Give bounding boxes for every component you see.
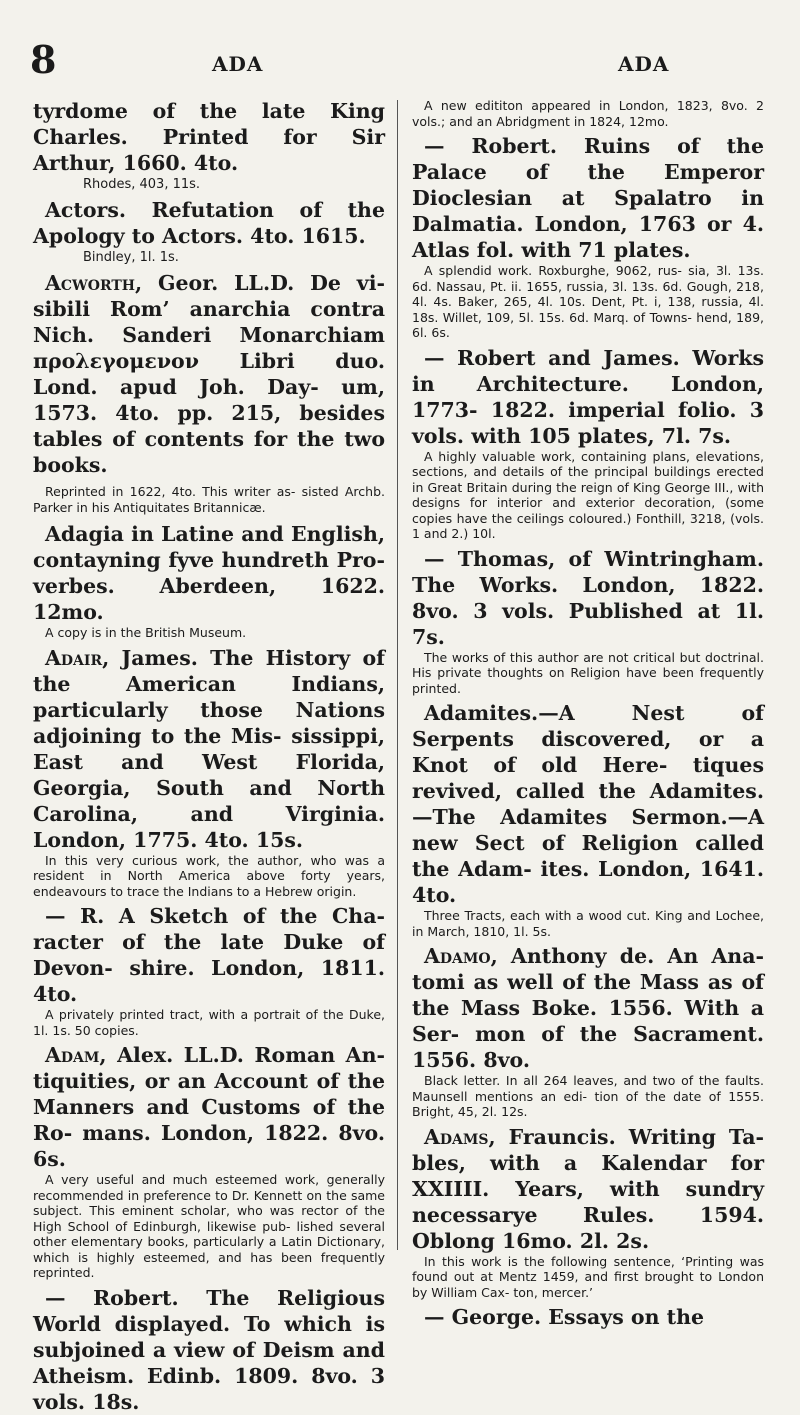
sale-record: Bindley, 1l. 1s.	[83, 250, 179, 265]
author-name: Adamo,	[424, 944, 498, 968]
entry-note: Three Tracts, each with a wood cut. King and Lochee, in March, 1810, 1l. 5s.	[412, 908, 764, 939]
entry-text: Adam, Alex. LL.D. Roman An- tiquities, or an Account of the Manners and Customs of the Ro- mans. London, 1822. 8vo. 6s.	[33, 1043, 385, 1171]
right-column	[412, 98, 764, 1330]
entry-note: Reprinted in 1622, 4to. This writer as- sisted Archb. Parker in his Antiquitates Britannicæ.	[33, 484, 385, 515]
author-name: Acworth,	[45, 271, 143, 295]
running-head-right: ADA	[618, 52, 670, 76]
entry-note: A copy is in the British Museum.	[45, 625, 247, 640]
entry-note: A new edititon appeared in London, 1823, 8vo. 2 vols.; and an Abridgment in 1824, 12mo.	[412, 98, 764, 129]
author-name: Adair,	[45, 645, 110, 670]
entry-note: A privately printed tract, with a portrait of the Duke, 1l. 1s. 50 copies.	[33, 1007, 385, 1038]
entry-text: Adams, Frauncis. Writing Ta- bles, with a Kalendar for XXIIII. Years, with sundry necessarye Rules. 1594. Oblong 16mo. 2l. 2s.	[412, 1124, 764, 1253]
entry-text: — Robert and James. Works in Architecture. London, 1773- 1822. imperial folio. 3 vols. with 105 plates, 7l. 7s.	[412, 345, 764, 448]
entry-note: The works of this author are not critical but doctrinal. His private thoughts on Religion have been frequently printed.	[412, 649, 764, 696]
entry-text: — Robert. Ruins of the Palace of the Emperor Dioclesian at Spalatro in Dalmatia. London, 1763 or 4. Atlas fol. with 71 plates.	[412, 134, 764, 262]
entry-note: A highly valuable work, containing plans, elevations, sections, and details of the principal buildings erected in Great Britain during the reign of King George III., with designs for interior and exterior decoration, (some copies have the ceilings coloured.) Fonthill, 3218, (vols. 1 and 2.) 10l.	[412, 448, 764, 541]
left-column	[33, 98, 385, 1415]
entry-text: Adagia in Latine and English, contayning fyve hundreth Pro- verbes. Aberdeen, 1622. 12mo.	[33, 522, 385, 624]
entry-text: — R. A Sketch of the Cha- racter of the late Duke of Devon- shire. London, 1811. 4to.	[33, 904, 385, 1006]
column-divider	[397, 100, 398, 1250]
entry-note: Black letter. In all 264 leaves, and two of the faults. Maunsell mentions an edi- tion of the date of 1555. Bright, 45, 2l. 12s.	[412, 1073, 764, 1119]
running-head-left: ADA	[212, 52, 264, 76]
author-name: Adams,	[424, 1124, 496, 1149]
entry-text: Actors. Refutation of the Apology to Actors. 4to. 1615.	[33, 198, 385, 248]
entry-note: A splendid work. Roxburghe, 9062, rus- sia, 3l. 13s. 6d. Nassau, Pt. ii. 1655, russia, 3l. 13s. 6d. Gough, 218, 4l. 4s. Baker, 265, 4l. 10s. Dent, Pt. i, 138, russia, 4l. 18s. Willet, 109, 5l. 15s. 6d. Marq. of Towns- hend, 189, 6l. 6s.	[412, 263, 764, 340]
entry-text: Adamo, Anthony de. An Ana- tomi as well of the Mass as of the Mass Boke. 1556. With a Ser- mon of the Sacrament. 1556. 8vo.	[412, 944, 764, 1072]
entry-text: Adamites.—A Nest of Serpents discovered, or a Knot of old Here- tiques revived, called the Adamites. —The Adamites Sermon.—A new Sect of Religion called the Adam- ites. London, 1641. 4to.	[412, 701, 764, 907]
entry-note: In this very curious work, the author, who was a resident in North America above forty years, endeavours to trace the Indians to a Hebrew origin.	[33, 852, 385, 899]
entry-note: In this work is the following sentence, ‘Printing was found out at Mentz 1459, and first brought to London by William Cax- ton, mercer.’	[412, 1253, 764, 1300]
page-header	[0, 38, 800, 88]
entry-text: — Thomas, of Wintringham. The Works. London, 1822. 8vo. 3 vols. Published at 1l. 7s.	[412, 546, 764, 649]
entry-text: tyrdome of the late King Charles. Printed for Sir Arthur, 1660. 4to.	[33, 99, 385, 175]
entry-text: Acworth, Geor. LL.D. De vi- sibili Rom’ anarchia contra Nich. Sanderi Monarchiam προλεγομενον Libri duo. Lond. apud Joh. Day- um, 1573. 4to. pp. 215, besides tables of contents for the two books.	[33, 271, 385, 477]
entry-text: — Robert. The Religious World displayed. To which is subjoined a view of Deism and Atheism. Edinb. 1809. 8vo. 3 vols. 18s.	[33, 1285, 385, 1414]
entry-note: A very useful and much esteemed work, generally recommended in preference to Dr. Kennett on the same subject. This eminent scholar, who was rector of the High School of Edinburgh, likewise pub- lished several other elementary books, particularly a Latin Dictionary, which is highly esteemed, and has been frequently reprinted.	[33, 1172, 385, 1280]
sale-record: Rhodes, 403, 11s.	[83, 177, 201, 192]
page-number: 8	[30, 37, 57, 82]
entry-text: — George. Essays on the	[424, 1305, 705, 1329]
entry-text: Adair, James. The History of the American Indians, particularly those Nations adjoining to the Mis- sissippi, East and West Florida, Georgia, South and North Carolina, and Virginia. London, 1775. 4to. 15s.	[33, 645, 385, 852]
author-name: Adam,	[45, 1043, 107, 1067]
